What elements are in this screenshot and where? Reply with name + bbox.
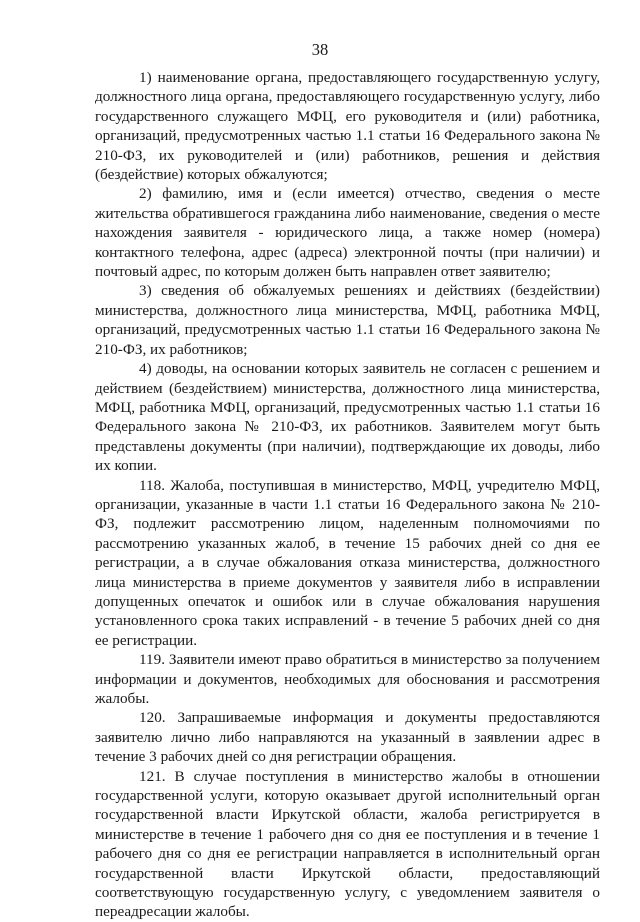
page-number: 38 [311,40,329,59]
paragraph-item-3: 3) сведения об обжалуемых решениях и действиях (бездействии) министерства, должностного лица министерства, МФЦ, работника МФЦ, организаций, предусмотренных частью 1.1 статьи 16 Федерального закона № 210-ФЗ, их работников; [95,282,600,358]
paragraph-item-1: 1) наименование органа, предоставляющего государственную услугу, должностного лица органа, предоставляющего государственную услугу, либо государственного служащего МФЦ, его руководителя и (или) работника, организаций, предусмотренных частью 1.1 статьи 16 Федерального закона № 210-ФЗ, их руководителей и (или) работников, решения и действия (бездействие) которых обжалуются; [95,69,600,184]
paragraph-119: 119. Заявители имеют право обратиться в министерство за получением информации и документов, необходимых для обоснования и рассмотрения жалобы. [95,651,600,707]
paragraph-item-4: 4) доводы, на основании которых заявитель не согласен с решением и действием (бездействием) министерства, должностного лица министерства, МФЦ, работника МФЦ, организаций, предусмотренных частью 1.1 статьи 16 Федерального закона № 210-ФЗ, их работников. Заявителем могут быть представлены документы (при наличии), подтверждающие их доводы, либо их копии. [95,360,600,475]
paragraph-118: 118. Жалоба, поступившая в министерство, МФЦ, учредителю МФЦ, организации, указанные в части 1.1 статьи 16 Федерального закона № 210-ФЗ, подлежит рассмотрению лицом, наделенным полномочиями по рассмотрению указанных жалоб, в течение 15 рабочих дней со дня ее регистрации, а в случае обжалования отказа министерства, должностного лица министерства в приеме документов у заявителя либо в исправлении допущенных опечаток и ошибок или в случае обжалования нарушения установленного срока таких исправлений - в течение 5 рабочих дней со дня ее регистрации. [95,476,600,649]
document-body [95,68,600,922]
paragraph-120: 120. Запрашиваемые информация и документы предоставляются заявителю лично либо направляются на указанный в заявлении адрес в течение 3 рабочих дней со дня регистрации обращения. [95,709,600,766]
paragraph-121: 121. В случае поступления в министерство жалобы в отношении государственной услуги, которую оказывает другой исполнительный орган государственной власти Иркутской области, жалоба регистрируется в министерстве в течение 1 рабочего дня со дня ее поступления и в течение 1 рабочего дня со дня ее регистрации направляется в исполнительный орган государственной власти Иркутской области, предоставляющий соответствующую государственную услугу, с уведомлением заявителя о переадресации жалобы. [95,767,600,921]
paragraph-item-2: 2) фамилию, имя и (если имеется) отчество, сведения о месте жительства обратившегося гражданина либо наименование, сведения о месте нахождения заявителя - юридического лица, а также номер (номера) контактного телефона, адрес (адреса) электронной почты (при наличии) и почтовый адрес, по которым должен быть направлен ответ заявителю; [95,185,600,281]
